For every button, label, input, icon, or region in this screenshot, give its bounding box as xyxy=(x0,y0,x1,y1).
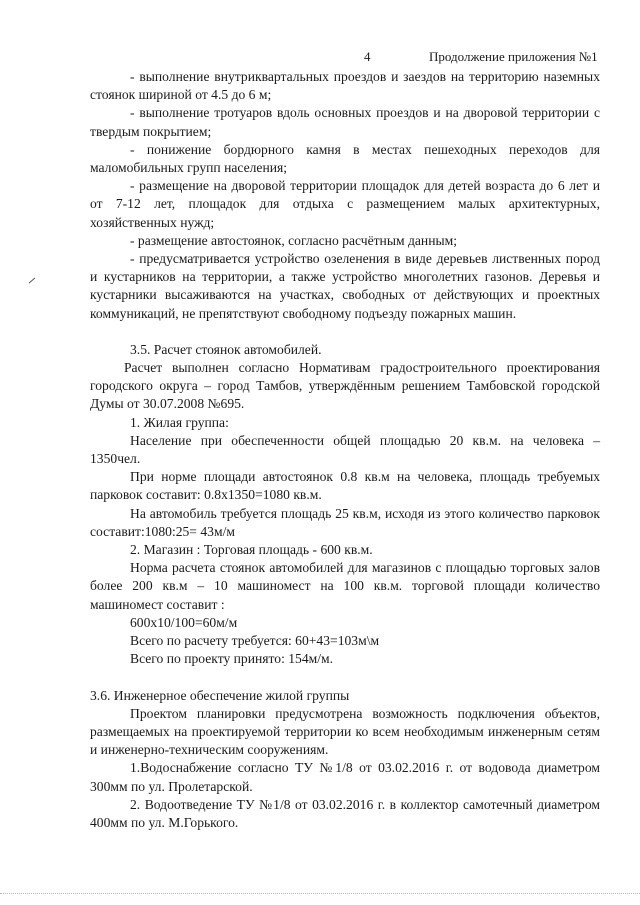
paragraph: 2. Магазин : Торговая площадь - 600 кв.м. xyxy=(130,542,373,558)
list-item: - размещение на дворовой территории площадок для детей возраста до 6 лет и от 7-12 лет, площадок для отдыха с размещением малых архитектурных, хозяйственных нужд; xyxy=(90,178,600,230)
paragraph: На автомобиль требуется площадь 25 кв.м, исходя из этого количество парковок составит:1080:25= 43м/м xyxy=(90,505,600,539)
list-item: - выполнение внутриквартальных проездов и заездов на территорию наземных стоянок шириной от 4.5 до 6 м; xyxy=(90,69,600,103)
section-heading: 3.5. Расчет стоянок автомобилей. xyxy=(130,341,322,357)
scan-mark xyxy=(29,278,36,284)
scan-edge-line xyxy=(0,893,640,895)
page-number: 4 xyxy=(364,49,371,64)
calculation: Всего по расчету требуется: 60+43=103м\м xyxy=(130,633,380,649)
list-item: - выполнение тротуаров вдоль основных проездов и на дворовой территории с твердым покрытием; xyxy=(90,105,600,139)
paragraph: При норме площади автостоянок 0.8 кв.м на человека, площадь требуемых парковок составит: 0.8х1350=1080 кв.м. xyxy=(90,469,600,503)
section-heading: 3.6. Инженерное обеспечение жилой группы xyxy=(90,687,350,703)
calculation: 600х10/100=60м/м xyxy=(130,614,238,630)
paragraph: Проектом планировки предусмотрена возможность подключения объектов, размещаемых на проектируемой территории ко всем необходимым инженерным сетям и инженерно-техническим сооружениям. xyxy=(90,705,600,758)
paragraph: Норма расчета стоянок автомобилей для магазинов с площадью торговых залов более 200 кв.м – 10 машиномест на 100 кв.м. торговой площади количество машиномест составит : xyxy=(90,560,600,612)
paragraph: 1. Жилая группа: xyxy=(130,414,229,430)
paragraph: Население при обеспеченности общей площадью 20 кв.м. на человека – 1350чел. xyxy=(90,432,600,467)
calculation: Всего по проекту принято: 154м/м. xyxy=(130,651,334,667)
page-header-title: Продолжение приложения №1 xyxy=(429,49,598,64)
paragraph: 1.Водоснабжение согласно ТУ №1/8 от 03.02.2016 г. от водовода диаметром 300мм по ул. Пролетарской. xyxy=(90,760,600,794)
paragraph: 2. Водоотведение ТУ №1/8 от 03.02.2016 г. в коллектор самотечный диаметром 400мм по ул. М.Горького. xyxy=(90,796,600,830)
list-item: - предусматривается устройство озеленения в виде деревьев лиственных пород и кустарников на территории, а также устройство многолетних газонов. Деревья и кустарники высаживаются на участках, свободных от действующих и проектных коммуникаций, не препятствуют свободному подъезду пожарных машин. xyxy=(90,251,600,321)
list-item: - размещение автостоянок, согласно расчётным данным; xyxy=(130,232,457,248)
document-body xyxy=(90,68,600,832)
list-item: - понижение бордюрного камня в местах пешеходных переходов для маломобильных групп населения; xyxy=(90,141,600,176)
paragraph: Расчет выполнен согласно Нормативам градостроительного проектирования городского округа – город Тамбов, утверждённым решением Тамбовской городской Думы от 30.07.2008 №695. xyxy=(90,360,600,412)
